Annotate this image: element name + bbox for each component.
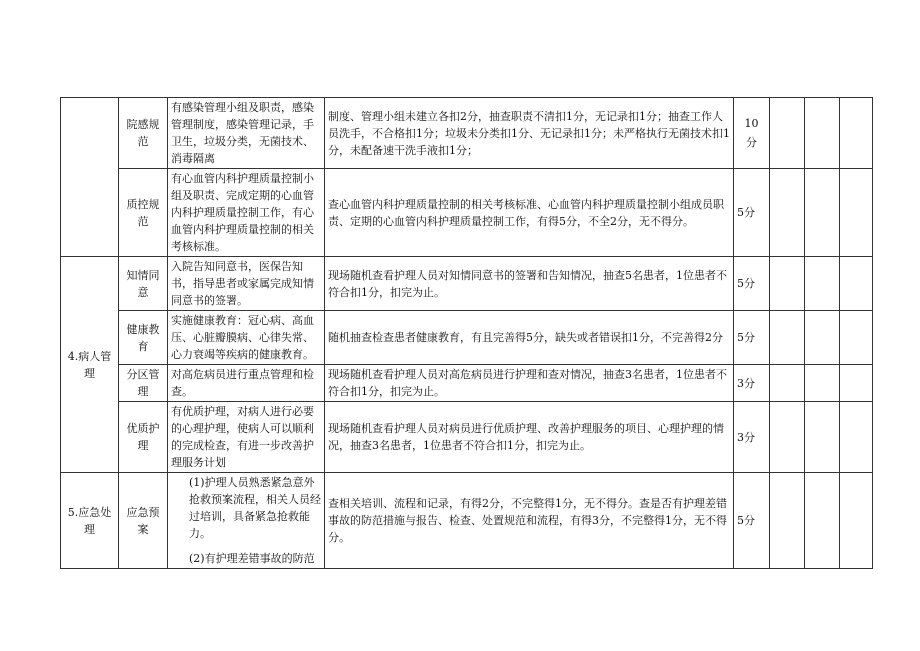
content-cell: 有心血管内科护理质量控制小组及职责、完成定期的心血管内科护理质量控制工作，有心血管内科护理质量控制的相关考核标准。 <box>168 169 325 257</box>
blank-cell <box>770 257 805 311</box>
standard-cell: 查心血管内科护理质量控制的相关考核标准、心血管内科护理质量控制小组成员职责、定期的心血管内科护理质量控制工作，有得5分，不全2分，无不得分。 <box>325 169 734 257</box>
item-name-cell: 质控规范 <box>119 169 168 257</box>
content-part-1: (1)护理人员熟悉紧急意外抢救预案流程，相关人员经过培训，具备紧急抢救能力。 <box>189 476 321 540</box>
blank-cell <box>805 169 840 257</box>
blank-cell <box>770 311 805 365</box>
item-name-cell: 应急预案 <box>119 473 168 569</box>
content-cell: 有感染管理小组及职责，感染管理制度，感染管理记录，手卫生，垃圾分类，无菌技术、消毒隔离 <box>168 98 325 169</box>
category-cell <box>61 98 119 257</box>
standard-cell: 查相关培训、流程和记录，有得2分，不完整得1分，无不得分。查是否有护理差错事故的防范措施与报告、检查、处置规范和流程，有得3分，不完整得1分，无不得分。 <box>325 473 734 569</box>
item-name-cell: 健康教育 <box>119 311 168 365</box>
standard-cell: 随机抽查检查患者健康教育，有且完善得5分，缺失或者错误扣1分，不完善得2分 <box>325 311 734 365</box>
item-name-cell: 优质护理 <box>119 402 168 473</box>
content-cell: 有优质护理，对病人进行必要的心理护理，使病人可以顺利的完成检查，有进一步改善护理服务计划 <box>168 402 325 473</box>
blank-cell <box>770 169 805 257</box>
category-cell: 5.应急处理 <box>61 473 119 569</box>
blank-cell <box>770 402 805 473</box>
score-cell: 5分 <box>734 473 770 569</box>
standard-cell: 现场随机查看护理人员对高危病员进行护理和查对情况，抽查3名患者，1位患者不符合扣1分，扣完为止。 <box>325 365 734 402</box>
content-cell: 入院告知同意书，医保告知书，指导患者或家属完成知情同意书的签署。 <box>168 257 325 311</box>
content-cell <box>168 473 325 569</box>
blank-cell <box>805 473 840 569</box>
blank-cell <box>840 169 873 257</box>
table-row <box>61 473 873 569</box>
blank-cell <box>805 402 840 473</box>
score-cell: 5分 <box>734 257 770 311</box>
table-row <box>61 311 873 365</box>
standard-cell: 现场随机查看护理人员对病员进行优质护理、改善护理服务的项目、心理护理的情况，抽查3名患者，1位患者不符合扣1分，扣完为止。 <box>325 402 734 473</box>
blank-cell <box>805 365 840 402</box>
scoring-table <box>60 97 873 569</box>
content-cell: 对高危病员进行重点管理和检查。 <box>168 365 325 402</box>
score-number: 10 <box>744 117 759 130</box>
score-cell: 3分 <box>734 402 770 473</box>
table-row <box>61 257 873 311</box>
table-row <box>61 402 873 473</box>
blank-cell <box>770 473 805 569</box>
item-name-cell: 院感规范 <box>119 98 168 169</box>
table-row <box>61 169 873 257</box>
blank-cell <box>840 257 873 311</box>
score-cell: 5分 <box>734 169 770 257</box>
category-cell: 4.病人管理 <box>61 257 119 473</box>
item-name-cell: 分区管理 <box>119 365 168 402</box>
score-unit: 分 <box>746 136 757 149</box>
blank-cell <box>805 257 840 311</box>
score-cell: 5分 <box>734 311 770 365</box>
standard-cell: 现场随机查看护理人员对知情同意书的签署和告知情况，抽查5名患者，1位患者不符合扣1分，扣完为止。 <box>325 257 734 311</box>
item-name-cell: 知情同意 <box>119 257 168 311</box>
blank-cell <box>770 98 805 169</box>
blank-cell <box>840 473 873 569</box>
blank-cell <box>840 98 873 169</box>
content-part-2: (2)有护理差错事故的防范 <box>189 552 315 565</box>
standard-cell: 制度、管理小组未建立各扣2分，抽查职责不清扣1分，无记录扣1分；抽查工作人员洗手，不合格扣1分；垃圾未分类扣1分、无记录扣1分；未严格执行无菌技术扣1分，未配备速干洗手液扣1分； <box>325 98 734 169</box>
content-cell: 实施健康教育：冠心病、高血压、心脏瓣膜病、心律失常、心力衰竭等疾病的健康教育。 <box>168 311 325 365</box>
blank-cell <box>840 365 873 402</box>
score-cell: 3分 <box>734 365 770 402</box>
score-cell <box>734 98 770 169</box>
blank-cell <box>805 98 840 169</box>
blank-cell <box>840 311 873 365</box>
blank-cell <box>805 311 840 365</box>
blank-cell <box>840 402 873 473</box>
table-row <box>61 365 873 402</box>
table-row <box>61 98 873 169</box>
blank-cell <box>770 365 805 402</box>
